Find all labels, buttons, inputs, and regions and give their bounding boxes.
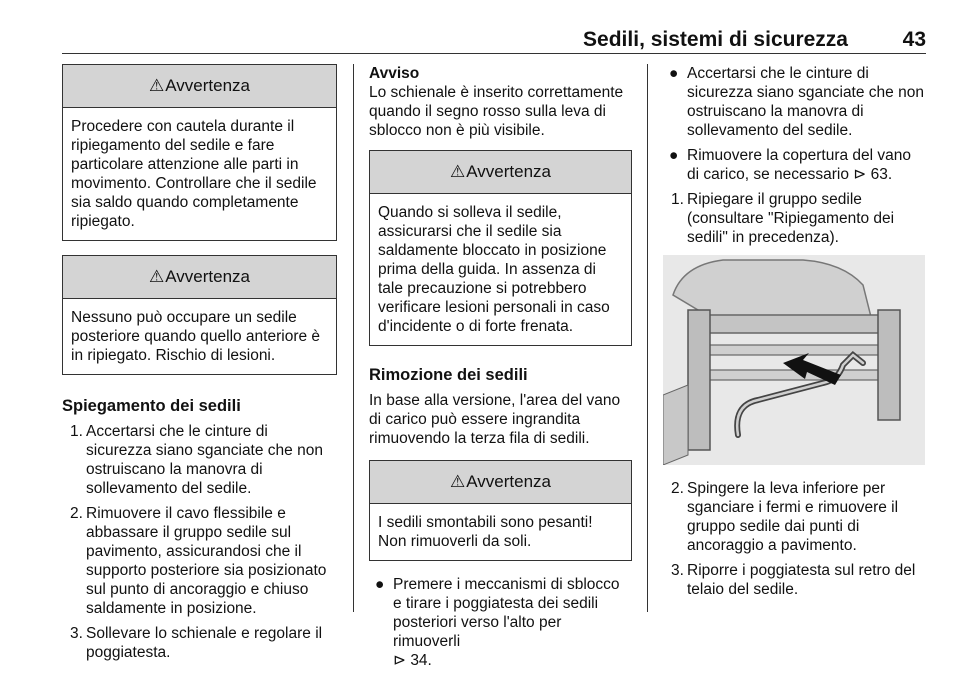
header-divider <box>62 53 926 54</box>
step-text: Ripiegare il gruppo sedile (consultare "Ripiegamento dei sedili" in precedenza). <box>687 191 895 246</box>
step-text: Sollevare lo schienale e regolare il poggiatesta. <box>86 625 323 661</box>
list-item <box>663 146 925 184</box>
steps-list <box>663 190 925 247</box>
list-item <box>663 190 925 247</box>
warning-header <box>63 65 336 108</box>
page-number: 43 <box>902 28 926 51</box>
warning-header <box>370 151 631 194</box>
step-number: 1. <box>671 191 684 208</box>
warning-triangle-icon: ⚠ <box>450 162 466 181</box>
warning-header <box>370 461 631 504</box>
warning-title: Avvertenza <box>466 162 551 181</box>
warning-text: Nessuno può occupare un sedile posteriore quando quello anteriore è in ripiegato. Rischio di lesioni. <box>71 309 321 364</box>
step-text: Rimuovere il cavo flessibile e abbassare il gruppo sedile sul pavimento, assicurandosi che il supporto posteriore sia posizionato sul punto di ancoraggio e chiuso saldamente in posizione. <box>86 505 327 617</box>
list-item <box>62 422 337 498</box>
page-reference: 34. <box>410 652 432 669</box>
warning-triangle-icon: ⚠ <box>149 76 165 95</box>
note-block <box>369 64 632 140</box>
seat-illustration <box>663 255 925 465</box>
warning-text: I sedili smontabili sono pesanti! Non rimuoverli da soli. <box>378 514 593 550</box>
seat-mechanism-drawing <box>663 255 925 465</box>
bullet-text: Accertarsi che le cinture di sicurezza siano sganciate che non ostruiscano la manovra di sollevamento del sedile. <box>687 65 924 139</box>
list-item <box>663 64 925 140</box>
step-text: Accertarsi che le cinture di sicurezza siano sganciate che non ostruiscano la manovra di sollevamento del sedile. <box>86 423 323 497</box>
note-text: Lo schienale è inserito correttamente quando il segno rosso sulla leva di sblocco non è più visibile. <box>369 84 624 139</box>
column-2 <box>369 64 632 676</box>
reference-arrow-icon: ⊳ <box>393 652 406 669</box>
step-number: 3. <box>671 562 684 579</box>
bullet-dot: ● <box>669 147 679 164</box>
list-item <box>663 561 925 599</box>
warning-text: Procedere con cautela durante il ripiegamento del sedile e fare particolare attenzione alle parti in movimento. Controllare che il sedile sia saldo quando completamente ripiegato. <box>71 118 317 230</box>
page-header <box>62 24 926 54</box>
warning-box <box>62 64 337 241</box>
bullet-dot: ● <box>669 65 679 82</box>
step-number: 1. <box>70 423 83 440</box>
step-number: 3. <box>70 625 83 642</box>
warning-header <box>63 256 336 299</box>
warning-title: Avvertenza <box>165 76 250 95</box>
bullet-text: Premere i meccanismi di sblocco e tirare i poggiatesta dei sedili posteriori verso l'alto per rimuoverli <box>393 576 620 650</box>
section-heading: Rimozione dei sedili <box>369 366 528 384</box>
page-reference: 63. <box>870 166 893 183</box>
warning-box <box>369 150 632 346</box>
steps-list <box>663 479 925 599</box>
list-item <box>663 479 925 555</box>
bullet-list <box>369 575 632 670</box>
column-1 <box>62 64 337 668</box>
column-3 <box>663 64 925 605</box>
section-heading: Spiegamento dei sedili <box>62 397 241 415</box>
warning-title: Avvertenza <box>165 267 250 286</box>
step-text: Riporre i poggiatesta sul retro del telaio del sedile. <box>687 562 916 598</box>
column-divider <box>647 64 648 612</box>
column-divider <box>353 64 354 612</box>
warning-box <box>369 460 632 561</box>
warning-triangle-icon: ⚠ <box>450 472 466 491</box>
bullet-text: Rimuovere la copertura del vano di carico, se necessario <box>687 147 912 183</box>
note-title: Avviso <box>369 65 420 82</box>
list-item <box>369 575 632 670</box>
warning-title: Avvertenza <box>466 472 551 491</box>
step-number: 2. <box>70 505 83 522</box>
warning-box <box>62 255 337 375</box>
steps-list <box>62 422 337 662</box>
page-section-title: Sedili, sistemi di sicurezza <box>583 28 848 51</box>
step-text: Spingere la leva inferiore per sganciare i fermi e rimuovere il gruppo sedile dai punti di ancoraggio a pavimento. <box>687 480 899 554</box>
warning-triangle-icon: ⚠ <box>149 267 165 286</box>
list-item <box>62 624 337 662</box>
bullet-list <box>663 64 925 184</box>
step-number: 2. <box>671 480 684 497</box>
list-item <box>62 504 337 618</box>
reference-arrow-icon: ⊳ <box>853 166 867 183</box>
paragraph: In base alla versione, l'area del vano di carico può essere ingrandita rimuovendo la terza fila di sedili. <box>369 392 621 447</box>
bullet-dot: ● <box>375 576 385 593</box>
warning-text: Quando si solleva il sedile, assicurarsi che il sedile sia saldamente bloccato in posizione prima della guida. In assenza di tale precauzione si potrebbero verificare lesioni personali in caso d'incidente o di forte frenata. <box>378 204 610 335</box>
